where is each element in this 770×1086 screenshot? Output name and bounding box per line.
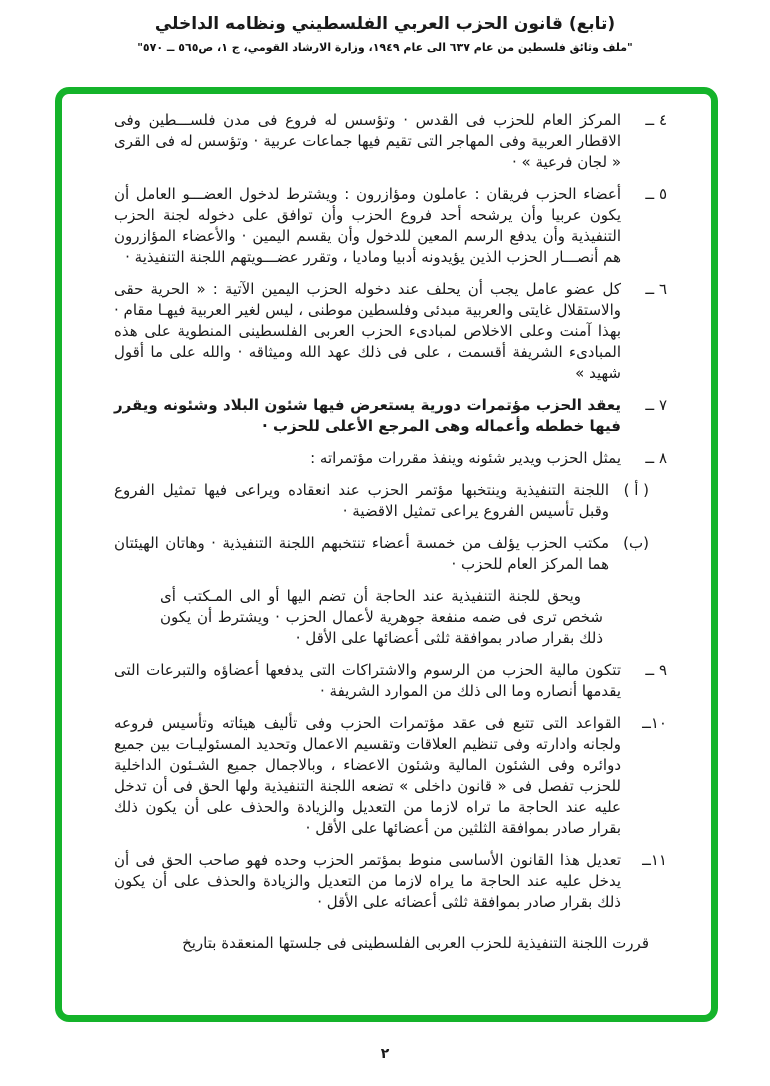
item-text: أعضاء الحزب فريقان : عاملون ومؤازرون : ويشترط لدخول العضـــو العامل أن يكون عربيا وأن يرشحه أحد فروع الحزب وأن توافق على دخوله لجنة الحزب التنفيذية وأن يدفع الرسم المعين للدخول وأن يقسم اليمين · والأعضاء المؤازرون هم أنصـــار الحزب الذين يؤيدونه أدبيا وماديا ، وتقرر عضـــويتهم اللجنة التنفيذية · bbox=[114, 185, 621, 266]
item-text: المركز العام للحزب فى القدس · وتؤسس له فروع فى مدن فلســـطين وفى الاقطار العربية وفى المهاجر التى تقيم فيها جماعات عربية · وتؤسس له فى القرى « لجان فرعية » · bbox=[114, 111, 621, 171]
law-item-9 bbox=[114, 660, 667, 702]
page-number: ٢ bbox=[380, 1046, 390, 1062]
item-text: يمثل الحزب ويدير شئونه وينفذ مقررات مؤتمراته : bbox=[310, 449, 621, 467]
law-item-5 bbox=[114, 184, 667, 268]
item-number: ١٠ــ bbox=[642, 714, 667, 732]
law-item-10 bbox=[114, 713, 667, 839]
law-item-8-sub-a bbox=[114, 480, 649, 522]
item-number: ٤ ــ bbox=[645, 111, 667, 129]
item-text: القواعد التى تتبع فى عقد مؤتمرات الحزب وفى تأليف هيئاته وتأسيس فروعه ولجانه وادارته وفى تنظيم العلاقات وتقسيم الاعمال وتحديد المسئوليـات بين جميع دوائره وفى الشئون المالية وشئون الاعضاء ، وبالاجمال جميع الشـئون الداخلية للحزب تفصل فى « قانون داخلى » تضعه اللجنة التنفيذية ولها الحق فى أن تدخل عليه عند الحاجة ما تراه لازما من التعديل والزيادة والحذف على أن يكون ذلك بقرار صادر بموافقة الثلثين من أعضائها على الأقل · bbox=[114, 714, 621, 837]
item-text: كل عضو عامل يجب أن يحلف عند دخوله الحزب اليمين الآتية : « الحرية حقى والاستقلال غايتى والعربية مبدئى وفلسطين موطنى ، ليس لغير العربية فيهـا مقام · بهذا آمنت وعلى الاخلاص لمبادىء الحزب العربى الفلسطينى المنطوية على هذه المبادىء الشريفة أقسمت ، على فى ذلك عهد الله وميثاقه · والله على ما أقول شهيد » bbox=[114, 280, 621, 382]
page-title: (تابع) قانون الحزب العربي الفلسطيني ونظامه الداخلي bbox=[154, 14, 616, 34]
document-body bbox=[62, 100, 711, 1015]
item-number: ٥ ــ bbox=[645, 185, 667, 203]
law-item-6 bbox=[114, 279, 667, 384]
law-item-11 bbox=[114, 850, 667, 913]
item-text: تعديل هذا القانون الأساسى منوط بمؤتمر الحزب وحده فهو صاحب الحق فى أن يدخل عليه عند الحاجة ما يراه لازما من التعديل والزيادة والحذف على أن يكون ذلك بقرار صادر بموافقة ثلثى أعضائه على الأقل · bbox=[114, 851, 621, 911]
item-number: ٨ ــ bbox=[645, 449, 667, 467]
item-number: ٦ ــ bbox=[645, 280, 667, 298]
subitem-text: مكتب الحزب يؤلف من خمسة أعضاء تنتخبهم اللجنة التنفيذية · وهاتان الهيئتان هما المركز العام للحزب · bbox=[114, 534, 609, 573]
item-text: تتكون مالية الحزب من الرسوم والاشتراكات التى يدفعها أعضاؤه والتبرعات التى يقدمها أنصاره وما الى ذلك من الموارد الشريفة · bbox=[114, 661, 621, 700]
subitem-text: اللجنة التنفيذية وينتخبها مؤتمر الحزب عند انعقاده ويراعى فيها تمثيل الفروع وقبل تأسيس الفروع يراعى تمثيل الاقضية · bbox=[114, 481, 609, 520]
subitem-marker: ( أ ) bbox=[623, 481, 649, 499]
closing-paragraph: قررت اللجنة التنفيذية للحزب العربى الفلسطينى فى جلستها المنعقدة بتاريخ bbox=[182, 934, 649, 952]
source-citation-line: "ملف وثائق فلسطين من عام ٦٣٧ الى عام ١٩٤٩، وزارة الارشاد القومي، ج ١، ص٥٦٥ ــ ٥٧٠" bbox=[137, 41, 633, 54]
item-number: ٧ ــ bbox=[645, 396, 667, 414]
item-text: يعقد الحزب مؤتمرات دورية يستعرض فيها شئون البلاد وشئونه ويقرر فيها خططه وأعماله وهى المرجع الأعلى للحزب · bbox=[114, 396, 621, 435]
subitem-marker: (ب) bbox=[623, 534, 649, 552]
law-item-8-note: ويحق للجنة التنفيذية عند الحاجة أن تضم اليها أو الى المـكتب أى شخص ترى فى ضمه منفعة جوهرية لأعمال الحزب · ويشترط أن يكون ذلك بقرار صادر بموافقة ثلثى أعضائها على الأقل · bbox=[160, 587, 603, 647]
law-item-7 bbox=[114, 395, 667, 437]
law-item-8 bbox=[114, 448, 667, 469]
law-item-8-sub-b bbox=[114, 533, 649, 575]
item-number: ٩ ــ bbox=[645, 661, 667, 679]
item-number: ١١ــ bbox=[642, 851, 667, 869]
law-item-4 bbox=[114, 110, 667, 173]
page-header bbox=[0, 14, 770, 54]
